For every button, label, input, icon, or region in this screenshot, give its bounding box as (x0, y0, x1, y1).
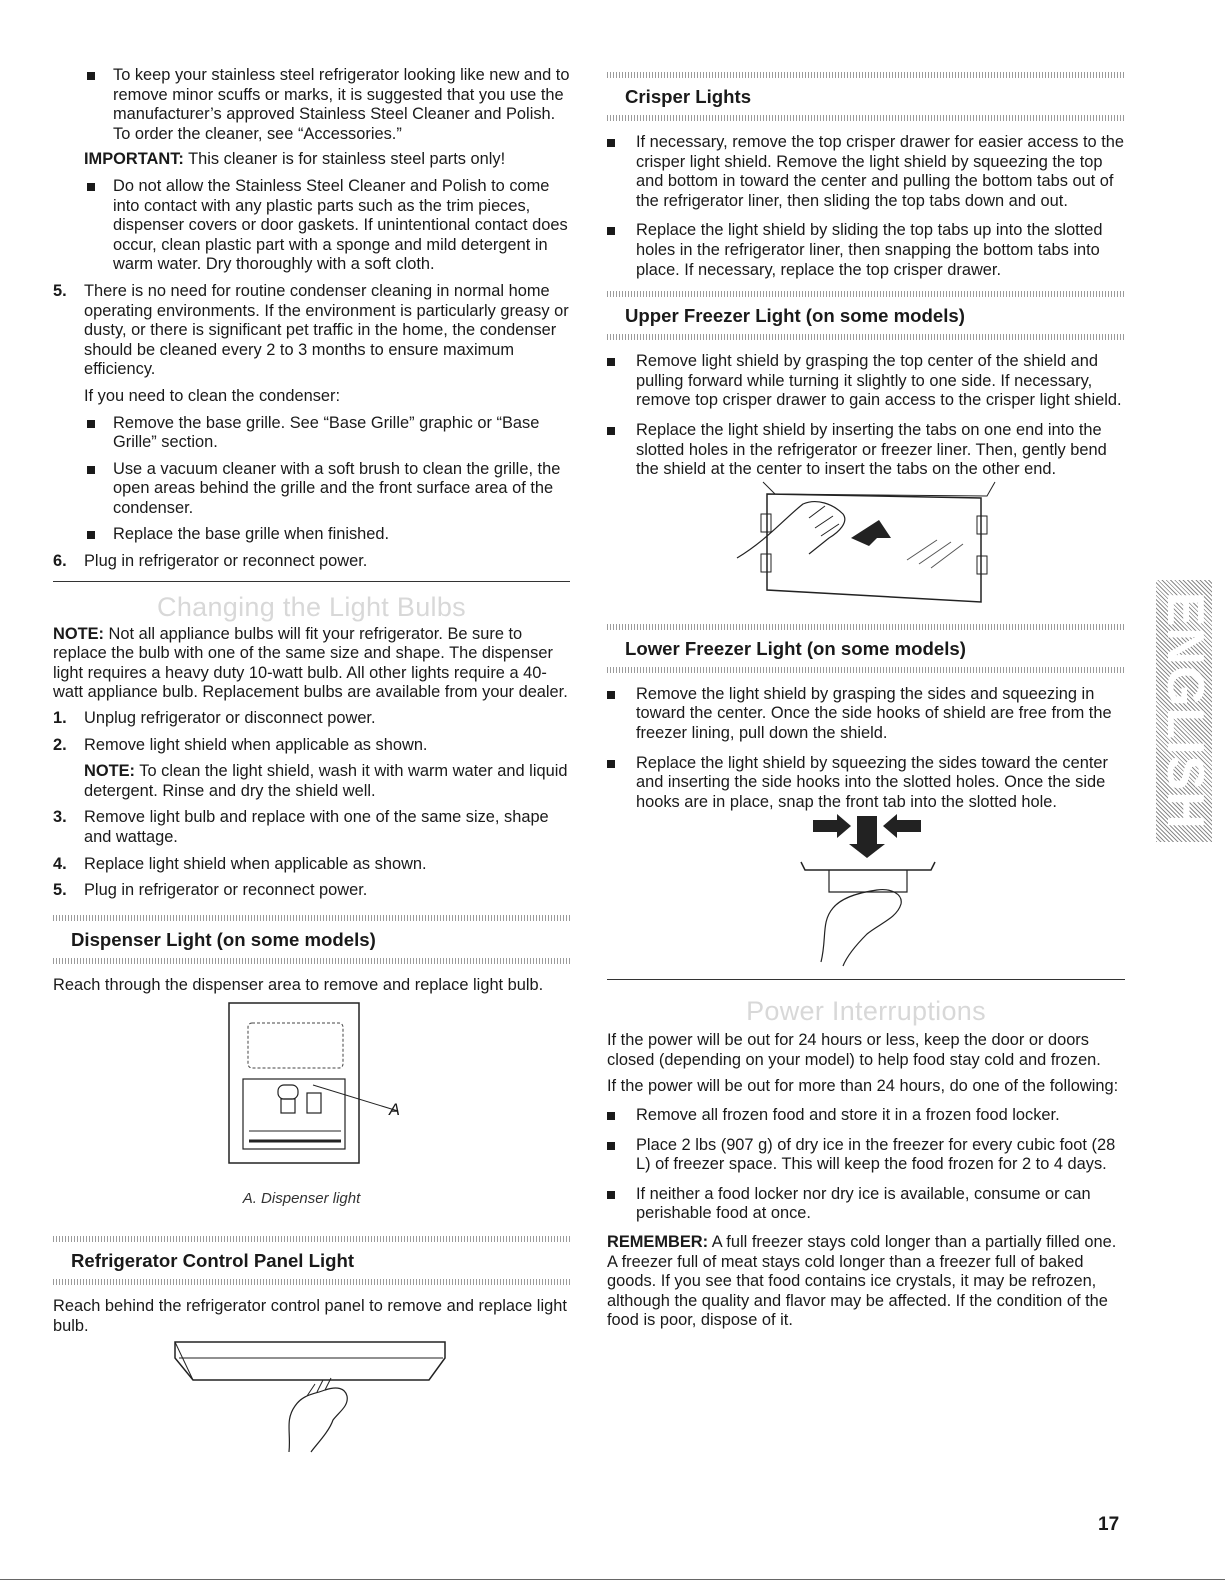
condenser-sub: If you need to clean the condenser: (84, 386, 341, 405)
section-divider (607, 979, 1125, 980)
bulb-step (53, 881, 570, 901)
crisper-lights-heading: Crisper Lights (625, 86, 752, 107)
power-bullet: Place 2 lbs (907 g) of dry ice in the freezer for every cubic foot (28 L) of freezer space. This will keep the food frozen for 2 to 4 days. (607, 1136, 1125, 1175)
dispenser-caption: A. Dispenser light (242, 1190, 361, 1208)
power-bullet: If neither a food locker nor dry ice is available, consume or can perishable food at once. (607, 1185, 1125, 1224)
upper-freezer-bullet: Replace the light shield by inserting the tabs on one end into the slotted holes in the refrigerator or freezer liner. Then, gently bend the shield at the center to insert the tabs on the other end. (607, 421, 1125, 480)
step-5-condenser (53, 282, 570, 407)
crisper-bullet: Replace the light shield by sliding the top tabs up into the slotted holes in the refrigerator liner, then snapping the bottom tabs into place. If necessary, replace the top crisper drawer. (607, 221, 1125, 280)
left-column (53, 66, 570, 1454)
step-number: 2. (53, 735, 67, 754)
power-paragraph: If the power will be out for 24 hours or less, keep the door or doors closed (depending on your model) to help food stay cold and frozen. (607, 1031, 1101, 1069)
step-text: Plug in refrigerator or reconnect power. (84, 552, 368, 571)
note-text: To clean the light shield, wash it with warm water and liquid detergent. Rinse and dry the shield well. (84, 762, 568, 800)
bulbs-note (53, 625, 570, 703)
note-text: Not all appliance bulbs will fit your refrigerator. Be sure to replace the bulb with one of the same size and shape. The dispenser light requires a heavy duty 10-watt bulb. All other lights require a 40-watt appliance bulb. Replacement bulbs are available from your dealer. (53, 624, 568, 702)
lower-freezer-drawing (607, 812, 1125, 970)
control-panel-light-heading: Refrigerator Control Panel Light (71, 1249, 355, 1271)
right-column (607, 72, 1125, 1331)
dispenser-callout-a: A (389, 1101, 400, 1120)
dispenser-light-heading: Dispenser Light (on some models) (71, 928, 376, 950)
bulb-step (53, 855, 570, 875)
dispenser-illustration (53, 1001, 570, 1189)
power-section-title: Power Interruptions (746, 996, 986, 1027)
upper-freezer-light-heading: Upper Freezer Light (on some models) (625, 305, 965, 327)
important-label: IMPORTANT: (84, 150, 184, 169)
step-text: Remove light shield when applicable as shown. (84, 735, 428, 754)
header-hatch (607, 115, 1125, 121)
important-note (53, 150, 570, 170)
header-hatch (53, 1279, 570, 1285)
power-paragraph: If the power will be out for more than 24 hours, do one of the following: (607, 1077, 1119, 1096)
note-label: NOTE: (84, 762, 135, 781)
control-panel-text: Reach behind the refrigerator control panel to remove and replace light bulb. (53, 1296, 567, 1335)
condenser-bullet: Remove the base grille. See “Base Grille” graphic or “Base Grille” section. (53, 414, 570, 453)
stainless-bullet: To keep your stainless steel refrigerator looking like new and to remove minor scuffs or marks, it is suggested that you use the manufacturer’s approved Stainless Steel Cleaner and Polish. To order the cleaner, see “Accessories.” (53, 66, 570, 144)
bulb-step (53, 808, 570, 847)
page-number: 17 (1098, 1514, 1120, 1535)
crisper-bullet: If necessary, remove the top crisper drawer for easier access to the crisper light shield. Remove the light shield by squeezing the top and bottom in toward the center and pulling the bottom tabs out of the refrigerator liner, then sliding the top tabs down and out. (607, 133, 1125, 211)
remember-note (607, 1233, 1125, 1331)
bulb-step (53, 709, 570, 729)
step-text: Replace light shield when applicable as shown. (84, 854, 427, 873)
step-text: Unplug refrigerator or disconnect power. (84, 709, 376, 728)
note-label: NOTE: (53, 624, 104, 643)
step-6-plug (53, 552, 570, 572)
section-divider (53, 581, 570, 582)
step-number: 5. (53, 281, 67, 300)
bulb-step (53, 736, 570, 802)
language-side-tab-label: ENGLISH (1155, 591, 1214, 831)
dispenser-drawing (53, 1001, 570, 1189)
control-panel-drawing (53, 1336, 570, 1454)
lower-freezer-bullet: Remove the light shield by grasping the sides and squeezing in toward the center. Once the side hooks of shield are free from the freezer lining, pull down the shield. (607, 685, 1125, 744)
remember-label: REMEMBER: (607, 1233, 709, 1252)
step-2-note (84, 762, 570, 801)
page-bottom-edge (0, 1579, 1225, 1580)
header-hatch (53, 958, 570, 964)
header-hatch (607, 334, 1125, 340)
lower-freezer-bullet: Replace the light shield by squeezing the sides toward the center and inserting the side hooks into the slotted holes. Once the side hooks are in place, snap the front tab into the slotted hole. (607, 754, 1125, 813)
remember-text: A full freezer stays cold longer than a partially filled one. A freezer full of meat stays cold longer than a freezer full of baked goods. If you see that food contains ice crystals, it may be refrozen, although the quality and flavor may be affected. If the condition of the food is poor, dispose of it. (607, 1233, 1117, 1330)
step-number: 1. (53, 709, 67, 728)
condenser-bullet: Use a vacuum cleaner with a soft brush to clean the grille, the open areas behind the grille and the front surface area of the condenser. (53, 460, 570, 519)
upper-freezer-bullet: Remove light shield by grasping the top center of the shield and pulling forward while turning it slightly to one side. If necessary, remove top crisper drawer to gain access to the crisper light shield. (607, 352, 1125, 411)
plastic-warning-bullet: Do not allow the Stainless Steel Cleaner and Polish to come into contact with any plastic parts such as the trim pieces, dispenser covers or door gaskets. If unintentional contact does occur, clean plastic part with a sponge and mild detergent in warm water. Dry thoroughly with a soft cloth. (53, 177, 570, 275)
important-text: This cleaner is for stainless steel parts only! (183, 150, 506, 169)
step-number: 4. (53, 854, 67, 873)
step-number: 3. (53, 808, 67, 827)
upper-freezer-drawing (607, 480, 1125, 610)
step-number: 5. (53, 881, 67, 900)
power-bullet: Remove all frozen food and store it in a frozen food locker. (607, 1106, 1125, 1126)
step-text: Plug in refrigerator or reconnect power. (84, 881, 368, 900)
header-hatch (607, 667, 1125, 673)
lower-freezer-light-heading: Lower Freezer Light (on some models) (625, 637, 966, 659)
bulbs-section-title: Changing the Light Bulbs (157, 591, 466, 622)
step-text: Remove light bulb and replace with one of the same size, shape and wattage. (84, 808, 549, 846)
step-text: There is no need for routine condenser cleaning in normal home operating environments. If the environment is particularly greasy or dusty, or there is significant pet traffic in the home, the condenser should be cleaned every 2 to 3 months to ensure maximum efficiency. (84, 281, 569, 379)
language-side-tab-label-wrap (1156, 580, 1212, 842)
condenser-bullet: Replace the base grille when finished. (53, 525, 570, 545)
dispenser-text: Reach through the dispenser area to remove and replace light bulb. (53, 975, 544, 994)
step-number: 6. (53, 552, 67, 571)
